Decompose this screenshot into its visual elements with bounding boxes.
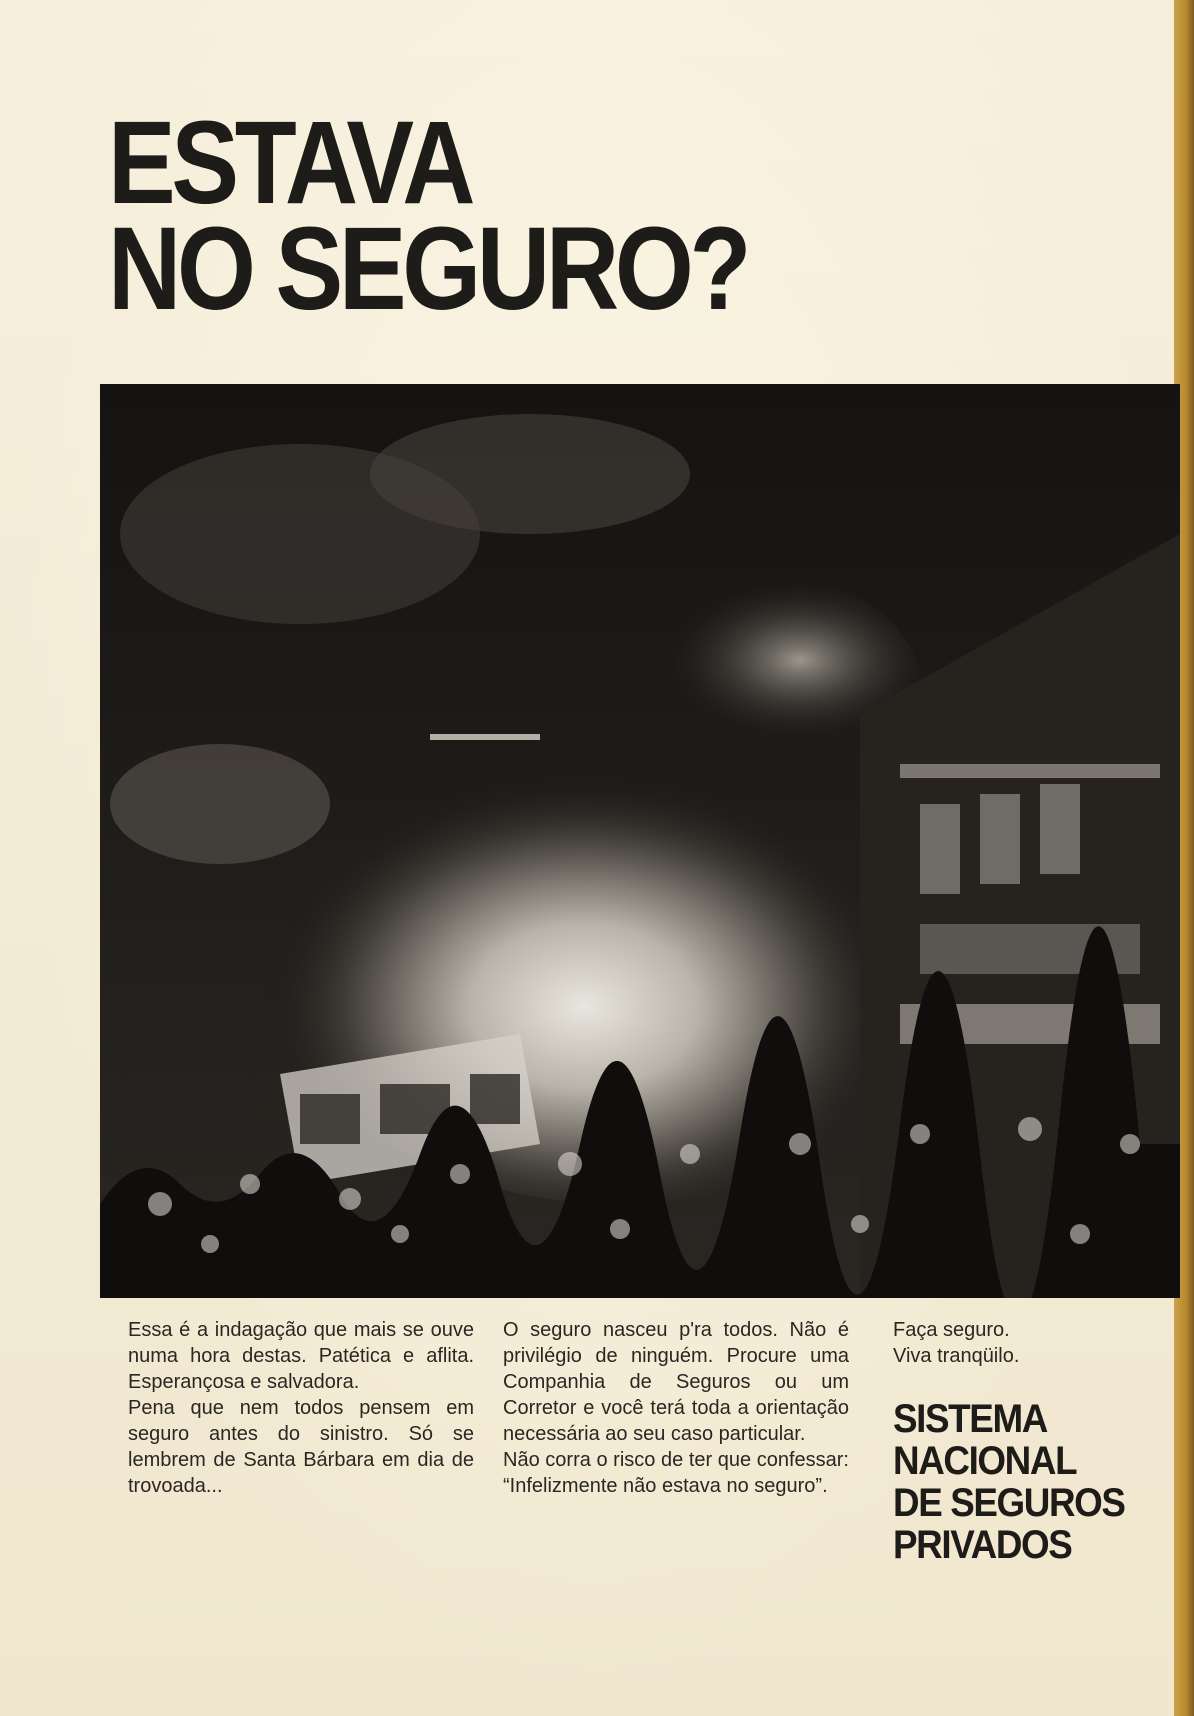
- brand-line-3: DE SEGUROS: [893, 1481, 1125, 1525]
- brand-line-4: PRIVADOS: [893, 1523, 1072, 1567]
- slogan-line: Viva tranqüilo.: [893, 1345, 1020, 1367]
- fire-street-photo: [100, 384, 1180, 1298]
- paragraph: Pena que nem todos pensem em seguro antes do sinistro. Só se lembrem de Santa Bárbara em dia de trovoada...: [128, 1397, 474, 1497]
- headline: [108, 97, 748, 335]
- paragraph: Essa é a indagação que mais se ouve numa hora destas. Patética e aflita. Esperançosa e salvadora.: [128, 1319, 474, 1393]
- headline-line-2: NO SEGURO?: [108, 203, 748, 335]
- photo-illustration: [100, 384, 1180, 1298]
- headline-line-1: ESTAVA: [108, 97, 472, 229]
- slogan-line: Faça seguro.: [893, 1319, 1010, 1341]
- body-column-2: [503, 1317, 849, 1499]
- paragraph: O seguro nasceu p'ra todos. Não é privilégio de ninguém. Procure uma Companhia de Seguros ou um Corretor e você terá toda a orientação necessária ao seu caso particular.: [503, 1319, 849, 1445]
- body-column-3: [893, 1317, 1093, 1369]
- paragraph: Não corra o risco de ter que confessar: “Infelizmente não estava no seguro”.: [503, 1449, 849, 1497]
- brand-line-2: NACIONAL: [893, 1439, 1077, 1483]
- body-column-1: [128, 1317, 474, 1499]
- brand-signature: [893, 1398, 1125, 1566]
- brand-line-1: SISTEMA: [893, 1397, 1047, 1441]
